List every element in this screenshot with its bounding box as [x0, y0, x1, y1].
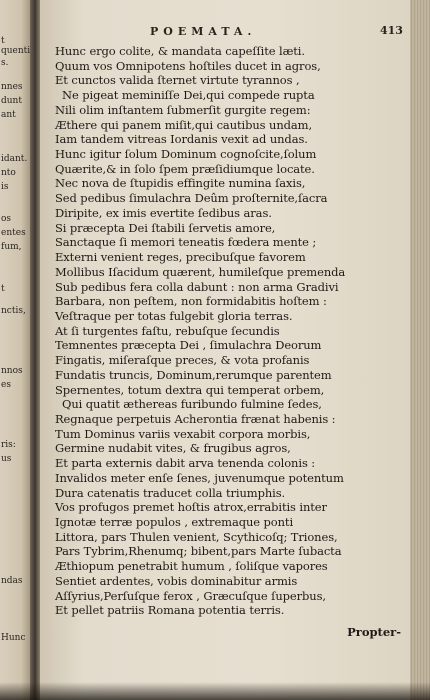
verse-line: Æthiopum penetrabit humum , ſoliſque vapores	[55, 559, 328, 574]
verse-line: Fingatis, miſeraſque preces, & vota profanis	[55, 353, 310, 368]
page-fore-edge	[410, 0, 430, 700]
verse-line: Nec nova de ſtupidis effingite numina ſaxis,	[55, 176, 306, 191]
verse-block	[55, 44, 405, 618]
book-gutter	[30, 0, 40, 700]
verse-line: Hunc ergo colite, & mandata capeſſite læti.	[55, 44, 305, 58]
left-page-fragment: idant.	[1, 154, 28, 164]
left-page-fragment: entes	[1, 228, 26, 238]
left-page-fragment: s.	[1, 58, 9, 68]
left-page-fragment: nctis,	[1, 306, 26, 316]
verse-line: Ignotæ terræ populos , extremaque ponti	[55, 515, 294, 529]
verse-line: Et cunctos valida ſternet virtute tyrannos ,	[55, 73, 300, 88]
verse-line: Pars Tybrim,Rhenumq; bibent,pars Marte ſubacta	[55, 544, 342, 559]
running-head: POEMATA.	[150, 25, 257, 38]
verse-line: Iam tandem vitreas Iordanis vexit ad undas.	[55, 132, 308, 147]
verse-line: Hunc igitur ſolum Dominum cognoſcite,ſolum	[55, 147, 317, 162]
verse-line: Littora, pars Thulen venient, Scythicoſq; Triones,	[55, 529, 338, 544]
verse-line: Temnentes præcepta Dei , ſimulachra Deorum	[55, 338, 322, 353]
verse-line: Æthere qui panem miſit,qui cautibus undam,	[55, 117, 313, 132]
verse-line: Vos profugos premet hoſtis atrox,errabitis inter	[55, 500, 327, 515]
left-page-fragment: quenti	[1, 46, 30, 56]
verse-line: Mollibus Iſacidum quærent, humileſque premenda	[55, 264, 346, 279]
left-page-edge	[0, 0, 30, 700]
verse-line: Et pellet patriis Romana potentia terris.	[55, 603, 285, 618]
left-page-fragment: ant	[1, 110, 16, 120]
left-page-fragment: nto	[1, 168, 16, 178]
bottom-shadow	[0, 682, 430, 700]
verse-line: Si præcepta Dei ſtabili ſervetis amore,	[55, 220, 276, 235]
left-page-fragment: nnes	[1, 82, 23, 92]
left-page-fragment: ris:	[1, 440, 16, 450]
left-page-fragment: dunt	[1, 96, 22, 106]
left-page-fragment: nnos	[1, 366, 23, 376]
catchword: Propter-	[347, 625, 401, 639]
verse-line: Dura catenatis traducet colla triumphis.	[55, 485, 286, 500]
left-page-fragment: us	[1, 454, 12, 464]
left-page-fragment: fum,	[1, 242, 22, 252]
verse-line: Quum vos Omnipotens hoſtiles ducet in agros,	[55, 58, 321, 73]
verse-line: Regnaque perpetuis Acherontia frænat habenis :	[55, 411, 336, 426]
left-page-fragment: ndas	[1, 576, 23, 586]
verse-line: Spernentes, totum dextra qui temperat orbem,	[55, 382, 325, 397]
verse-line: Sub pedibus fera colla dabunt : non arma Gradivi	[55, 279, 339, 294]
left-page-fragment: is	[1, 182, 9, 192]
left-page-fragment: t	[1, 36, 5, 46]
left-page-fragment: Hunc	[1, 633, 26, 643]
verse-line: Tum Dominus variis vexabit corpora morbis,	[55, 426, 311, 441]
verse-line: Nili olim inſtantem ſubmerſit gurgite regem:	[55, 102, 311, 117]
verse-line: Et parta externis dabit arva tenenda colonis :	[55, 456, 316, 471]
verse-line: Barbara, non peſtem, non formidabitis hoſtem :	[55, 294, 327, 309]
verse-line: Diripite, ex imis evertite ſedibus aras.	[55, 205, 272, 220]
verse-line: Externi venient reges, precibuſque favorem	[55, 250, 306, 265]
verse-line: Quærite,& in ſolo ſpem præſidiumque locate.	[55, 161, 315, 176]
left-page-fragment: t	[1, 284, 5, 294]
verse-line: Veſtraque per totas fulgebit gloria terras.	[55, 308, 293, 323]
verse-line: Germine nudabit vites, & frugibus agros,	[55, 441, 291, 456]
left-page-fragment: os	[1, 214, 12, 224]
verse-line: Sed pedibus ſimulachra Deûm proſternite,ſacra	[55, 191, 328, 206]
left-page-fragment: es	[1, 380, 11, 390]
verse-line: Sentiet ardentes, vobis dominabitur armis	[55, 573, 298, 588]
verse-line: At ſi turgentes faſtu, rebuſque ſecundis	[55, 323, 280, 338]
verse-line: Aſſyrius,Perſuſque ferox , Græcuſque ſuperbus,	[55, 588, 326, 603]
verse-line: Ne pigeat meminiſſe Dei,qui compede rupta	[62, 88, 315, 103]
verse-line: Qui quatit æthereas furibundo fulmine ſedes,	[62, 397, 322, 412]
page-number: 413	[380, 24, 403, 37]
verse-line: Sanctaque ſi memori teneatis fœdera mente ;	[55, 235, 317, 250]
verse-line: Invalidos meter enſe ſenes, juvenumque potentum	[55, 470, 344, 485]
verse-line: Fundatis truncis, Dominum,rerumque parentem	[55, 367, 332, 382]
